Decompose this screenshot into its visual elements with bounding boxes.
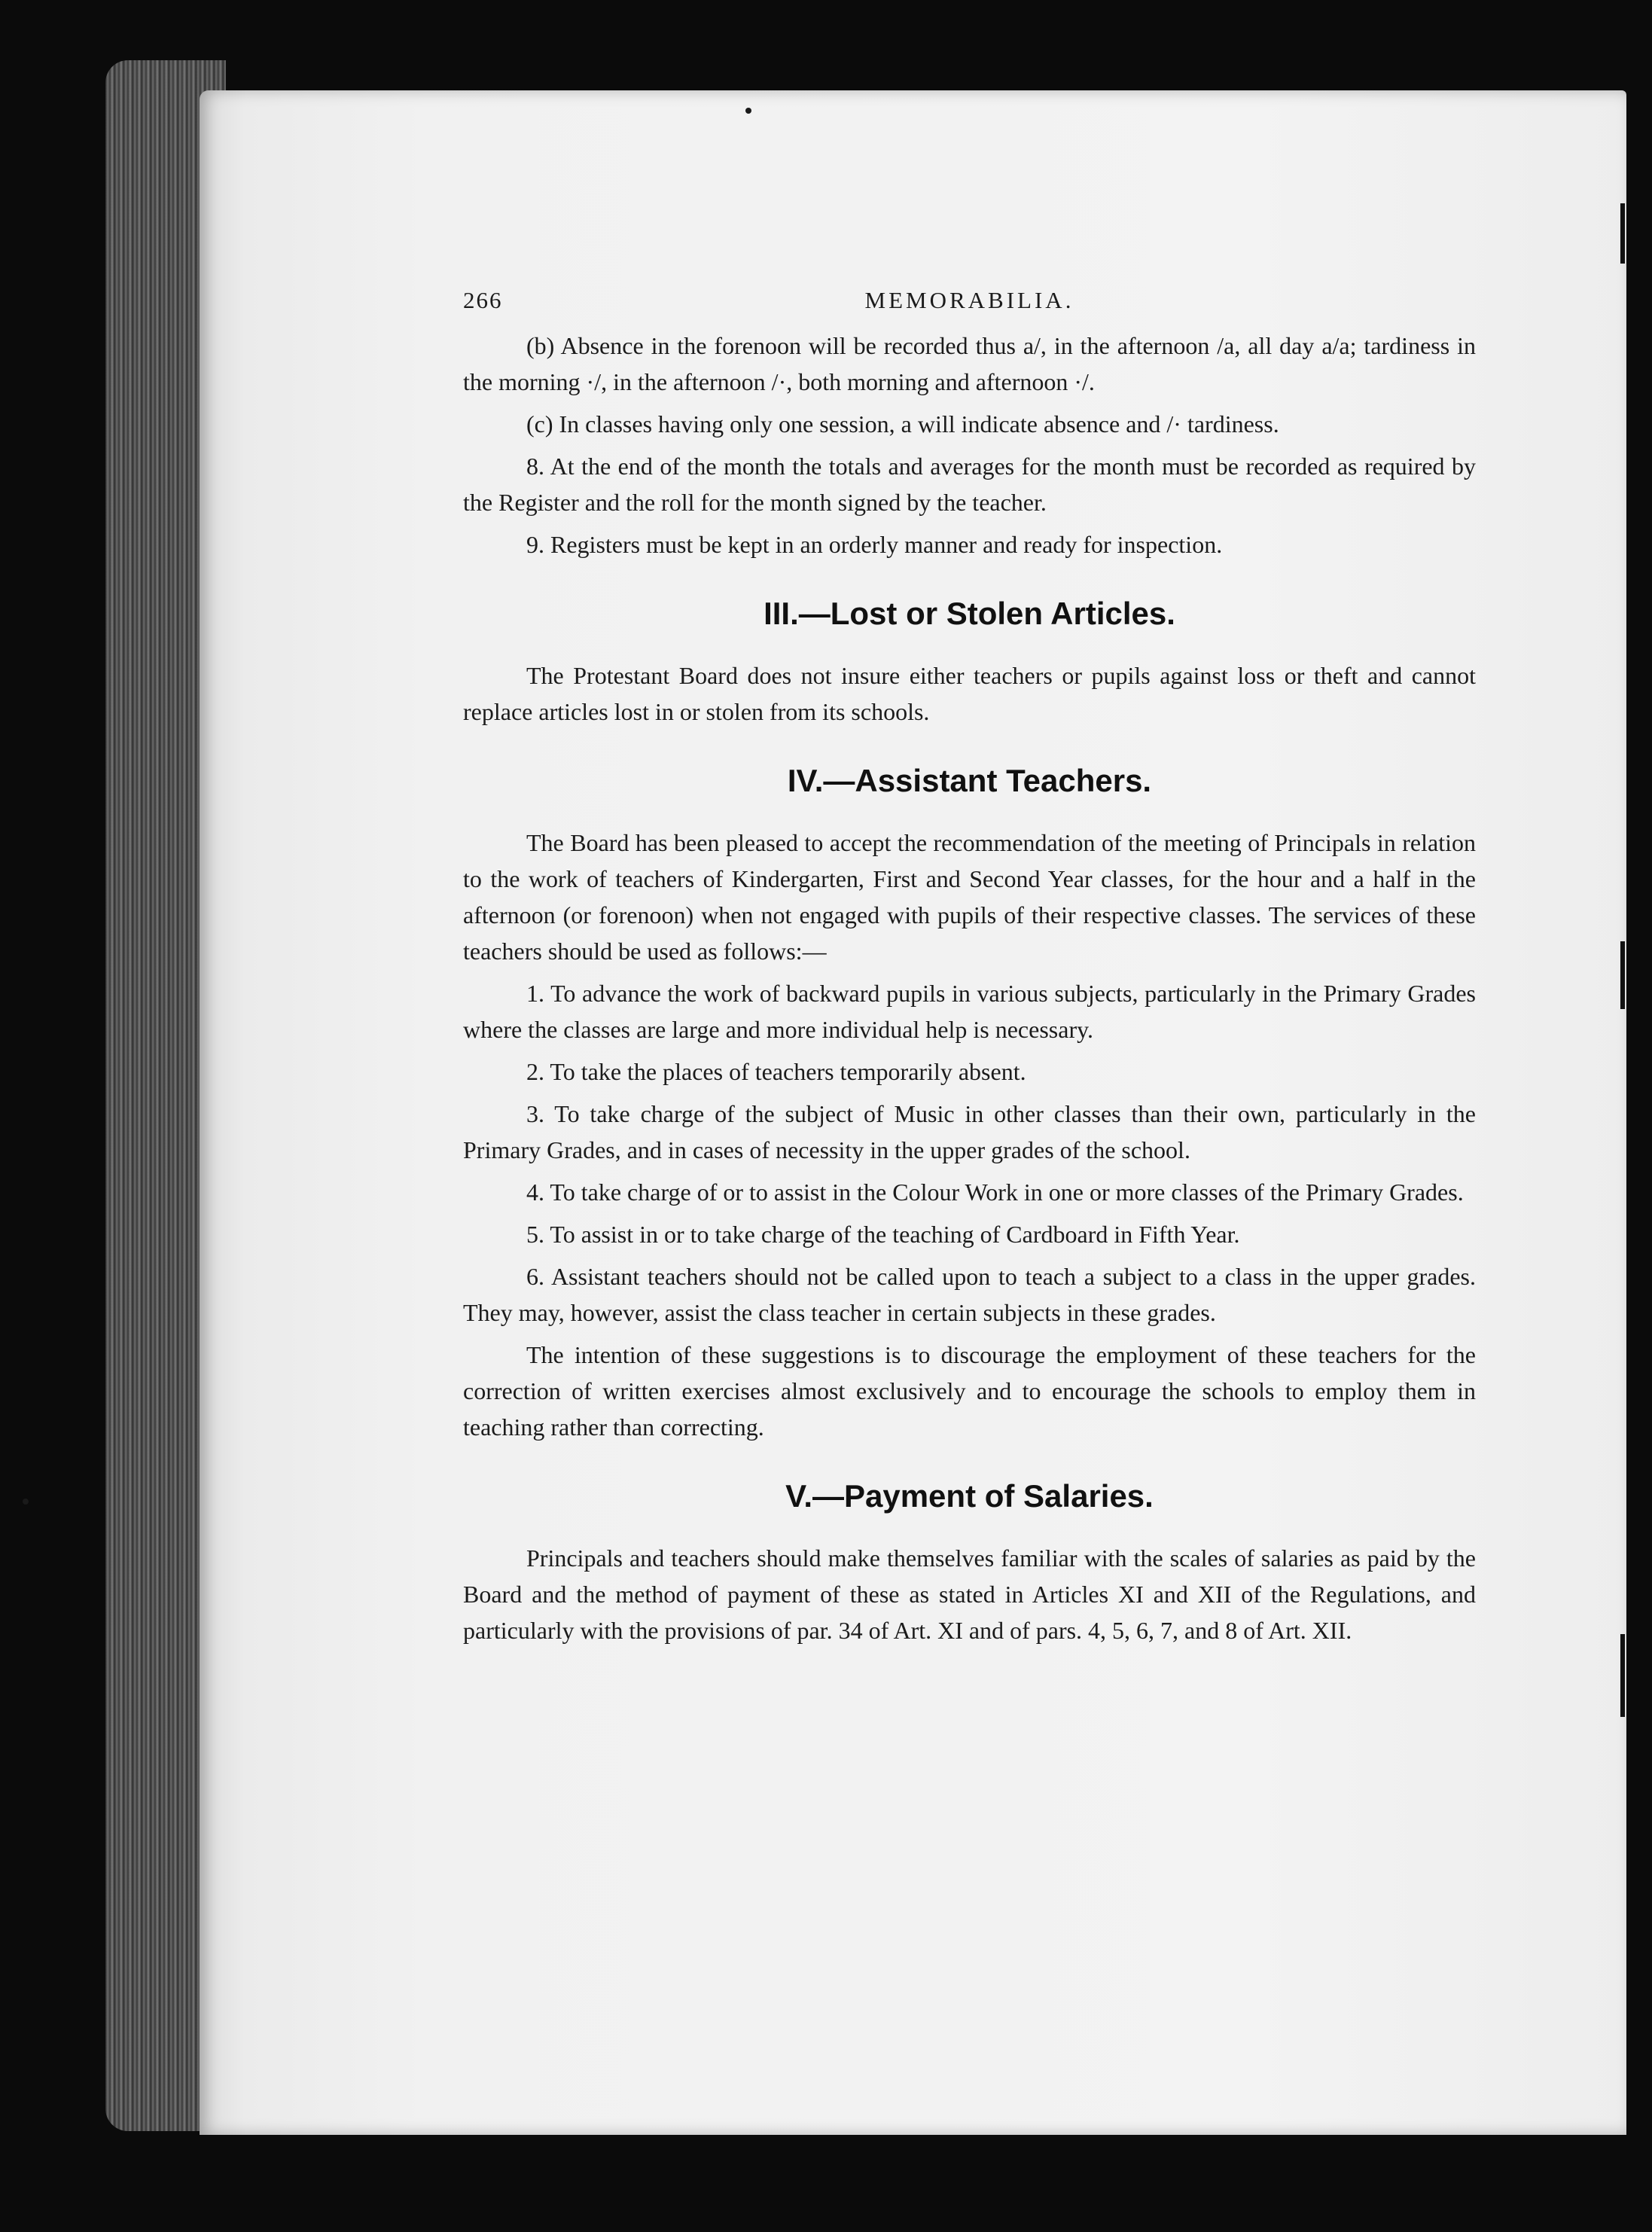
paragraph: 8. At the end of the month the totals and averages for the month must be recorded as required by the Register and the roll for the month signed by the teacher. — [463, 453, 1476, 516]
page-text — [463, 282, 1476, 1654]
section-heading: V.—Payment of Salaries. — [785, 1478, 1154, 1514]
list-item: 4. To take charge of or to assist in the Colour Work in one or more classes of the Primary Grades. — [526, 1179, 1464, 1206]
running-head — [463, 282, 1476, 328]
paragraph: 9. Registers must be kept in an orderly manner and ready for inspection. — [526, 531, 1223, 558]
list-item: 1. To advance the work of backward pupils in various subjects, particularly in the Primary Grades where the classes are large and more individual help is necessary. — [463, 980, 1476, 1043]
binding-mark — [1620, 203, 1625, 264]
paragraph: (b) Absence in the forenoon will be recorded thus a/, in the afternoon /a, all day a/a; tardiness in the morning ·/, in the afternoon /·, both morning and afternoon ·/. — [463, 332, 1476, 395]
paragraph: (c) In classes having only one session, a will indicate absence and /· tardiness. — [526, 410, 1279, 438]
list-item: 5. To assist in or to take charge of the teaching of Cardboard in Fifth Year. — [526, 1221, 1240, 1248]
paragraph: The Protestant Board does not insure either teachers or pupils against loss or theft and cannot replace articles lost in or stolen from its schools. — [463, 662, 1476, 725]
list-item: 3. To take charge of the subject of Music in other classes than their own, particularly in the Primary Grades, and in cases of necessity in the upper grades of the school. — [463, 1100, 1476, 1163]
paragraph: The intention of these suggestions is to discourage the employment of these teachers for the correction of written exercises almost exclusively and to encourage the schools to employ them in teaching rather than correcting. — [463, 1341, 1476, 1441]
paragraph: The Board has been pleased to accept the recommendation of the meeting of Principals in relation to the work of teachers of Kindergarten, First and Second Year classes, for the hour and a half in the afternoon (or forenoon) when not engaged with pupils of their respective classes. The services of these teachers should be used as follows:— — [463, 829, 1476, 965]
binding-mark — [1620, 1634, 1625, 1717]
section-heading: IV.—Assistant Teachers. — [787, 763, 1152, 798]
ink-speck — [23, 1499, 29, 1505]
ink-speck — [745, 108, 751, 114]
paragraph: Principals and teachers should make themselves familiar with the scales of salaries as paid by the Board and the method of payment of these as stated in Articles XI and XII of the Regulations, and particularly with the provisions of par. 34 of Art. XI and of pars. 4, 5, 6, 7, and 8 of Art. XII. — [463, 1544, 1476, 1644]
section-heading: III.—Lost or Stolen Articles. — [764, 596, 1175, 631]
list-item: 2. To take the places of teachers temporarily absent. — [526, 1058, 1026, 1085]
page-number: 266 — [463, 287, 503, 313]
list-item: 6. Assistant teachers should not be called upon to teach a subject to a class in the upper grades. They may, however, assist the class teacher in certain subjects in these grades. — [463, 1263, 1476, 1326]
binding-mark — [1620, 941, 1625, 1009]
running-title: MEMORABILIA. — [864, 287, 1074, 313]
